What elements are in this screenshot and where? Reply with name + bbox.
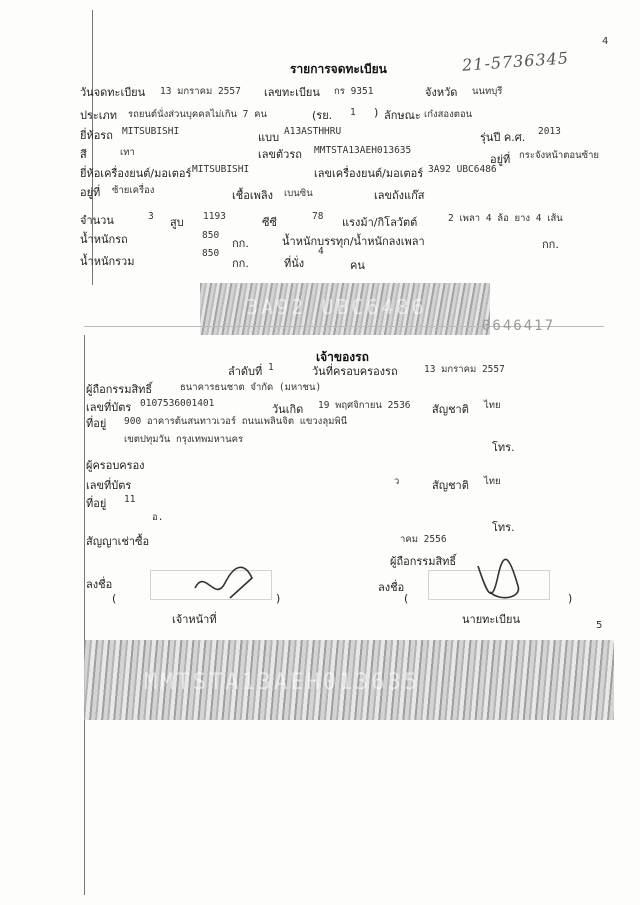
id-value: 0107536001401 xyxy=(140,398,215,409)
seats-label: ที่นั่ง xyxy=(284,257,305,270)
wheels-value: 2 เพลา 4 ล้อ ยาง 4 เส้น xyxy=(448,213,563,224)
weight-unit: กก. xyxy=(232,237,249,250)
province-value: นนทบุรี xyxy=(472,86,503,97)
dob-label: วันเกิด xyxy=(272,403,304,416)
location-value: กระจังหน้าตอนซ้าย xyxy=(519,150,599,161)
model-value: A13ASTHHRU xyxy=(284,126,342,137)
plate-label: เลขทะเบียน xyxy=(264,86,320,99)
location-label: อยู่ที่ xyxy=(490,153,511,166)
total-weight-unit: กก. xyxy=(232,257,249,270)
officer-signature-icon xyxy=(190,558,260,608)
left-paren-open: ( xyxy=(112,592,117,605)
seats-unit: คน xyxy=(350,259,365,272)
weight-value: 850 xyxy=(202,230,220,241)
hp-label: แรงม้า/กิโลวัตต์ xyxy=(342,216,418,229)
style-label: ลักษณะ xyxy=(384,109,421,122)
possession-date-value: 13 มกราคม 2557 xyxy=(424,364,505,375)
possessor-label: ผู้ครอบครอง xyxy=(86,459,145,472)
page-number-top: 4 xyxy=(602,36,609,47)
address-line-1: 900 อาคารต้นสนทาวเวอร์ ถนนเพลินจิต แขวงลุมพินี xyxy=(124,416,348,427)
sign-label-right: ลงชื่อ xyxy=(378,581,405,594)
province-label: จังหวัด xyxy=(425,86,458,99)
holder-signature-label: ผู้ถือกรรมสิทธิ์ xyxy=(390,555,457,568)
reg-date-label: วันจดทะเบียน xyxy=(80,86,146,99)
engine-brand-value: MITSUBISHI xyxy=(192,164,250,175)
type-value: รถยนต์นั่งส่วนบุคคลไม่เกิน 7 คน xyxy=(128,109,267,120)
engine-brand-label: ยี่ห้อเครื่องยนต์/มอเตอร์ xyxy=(80,167,192,180)
left-paren-close: ) xyxy=(276,592,281,605)
cc-value: 1193 xyxy=(203,211,226,222)
qty-value: 3 xyxy=(148,211,154,222)
address-line-2: เขตปทุมวัน กรุงเทพมหานคร xyxy=(124,434,244,445)
id2-label: เลขที่บัตร xyxy=(86,479,132,492)
engine-number-rubbing xyxy=(200,283,490,335)
color-value: เทา xyxy=(120,147,135,158)
style-value: เก๋งสองตอน xyxy=(424,109,473,120)
margin-line-bottom xyxy=(84,335,85,895)
tel-label: โทร. xyxy=(492,441,515,454)
address2-label: ที่อยู่ xyxy=(86,497,107,510)
nationality-label: สัญชาติ xyxy=(432,403,469,416)
cut-line-text: 0646417 xyxy=(482,318,556,334)
cc-label: ซีซี xyxy=(262,216,277,229)
owner-title: เจ้าของรถ xyxy=(316,350,369,364)
qty-label: จำนวน xyxy=(80,214,114,227)
engine-loc-label: อยู่ที่ xyxy=(80,186,101,199)
cylinder-label: สูบ xyxy=(170,216,184,229)
color-label: สี xyxy=(80,148,87,161)
model-label: แบบ xyxy=(258,131,280,144)
registration-title: รายการจดทะเบียน xyxy=(290,62,387,76)
right-paren-open: ( xyxy=(404,592,409,605)
hp-value: 78 xyxy=(312,211,324,222)
chassis-value: MMTSTA13AEH013635 xyxy=(314,145,412,156)
reg-date-value: 13 มกราคม 2557 xyxy=(160,86,241,97)
nationality2-value: ไทย xyxy=(484,476,501,487)
rs-close: ) xyxy=(374,106,379,119)
engine-rubbing-text: 3A92 UBC6486 xyxy=(246,295,427,319)
load-unit: กก. xyxy=(542,238,559,251)
registrar-label: นายทะเบียน xyxy=(462,613,521,626)
address2-partial: 11 xyxy=(124,494,136,505)
fuel-label: เชื้อเพลิง xyxy=(232,189,273,202)
total-weight-value: 850 xyxy=(202,248,220,259)
address-label: ที่อยู่ xyxy=(86,417,107,430)
registrar-signature-icon xyxy=(470,556,530,608)
handwritten-reference: 21-5736345 xyxy=(461,48,570,75)
engine-no-value: 3A92 UBC6486 xyxy=(428,164,497,175)
right-paren-close: ) xyxy=(568,592,573,605)
engine-loc-value: ซ้ายเครื่อง xyxy=(112,185,155,196)
dob-value: 19 พฤศจิกายน 2536 xyxy=(318,400,411,411)
fuel-value: เบนซิน xyxy=(284,188,313,199)
chassis-rubbing-text: MMTSTA13AEH013635 xyxy=(144,670,421,695)
holder-label: ผู้ถือกรรมสิทธิ์ xyxy=(86,383,153,396)
year-value: 2013 xyxy=(538,126,561,137)
lease-label: สัญญาเช่าซื้อ xyxy=(86,535,150,548)
chassis-label: เลขตัวรถ xyxy=(258,148,302,161)
type-label: ประเภท xyxy=(80,109,118,122)
weight-label: น้ำหนักรถ xyxy=(80,233,128,246)
rs-value: 1 xyxy=(350,107,356,118)
nationality2-label: สัญชาติ xyxy=(432,479,469,492)
id2-partial: ว xyxy=(394,476,400,487)
load-label: น้ำหนักบรรทุก/น้ำหนักลงเพลา xyxy=(282,235,425,248)
year-label: รุ่นปี ค.ศ. xyxy=(480,131,526,144)
tel2-label: โทร. xyxy=(492,521,515,534)
possession-date-label: วันที่ครอบครองรถ xyxy=(312,365,398,378)
holder-value: ธนาคารธนชาต จำกัด (มหาชน) xyxy=(180,382,322,393)
brand-label: ยี่ห้อรถ xyxy=(80,129,113,142)
order-value: 1 xyxy=(268,362,274,373)
nationality-value: ไทย xyxy=(484,400,501,411)
lease-partial: าคม 2556 xyxy=(400,534,447,545)
plate-value: กร 9351 xyxy=(334,86,374,97)
engine-no-label: เลขเครื่องยนต์/มอเตอร์ xyxy=(314,167,424,180)
seats-value: 4 xyxy=(318,246,324,257)
brand-value: MITSUBISHI xyxy=(122,126,180,137)
id-label: เลขที่บัตร xyxy=(86,401,132,414)
chassis-number-rubbing xyxy=(84,640,614,720)
page-number-bottom: 5 xyxy=(596,620,603,631)
sign-label-left: ลงชื่อ xyxy=(86,578,113,591)
total-weight-label: น้ำหนักรวม xyxy=(80,255,135,268)
amphoe-partial: อ. xyxy=(152,512,164,523)
gas-tank-label: เลขถังแก๊ส xyxy=(374,189,425,202)
order-label: ลำดับที่ xyxy=(228,365,263,378)
officer-label: เจ้าหน้าที่ xyxy=(172,613,217,626)
rs-label: (รย. xyxy=(312,109,333,122)
